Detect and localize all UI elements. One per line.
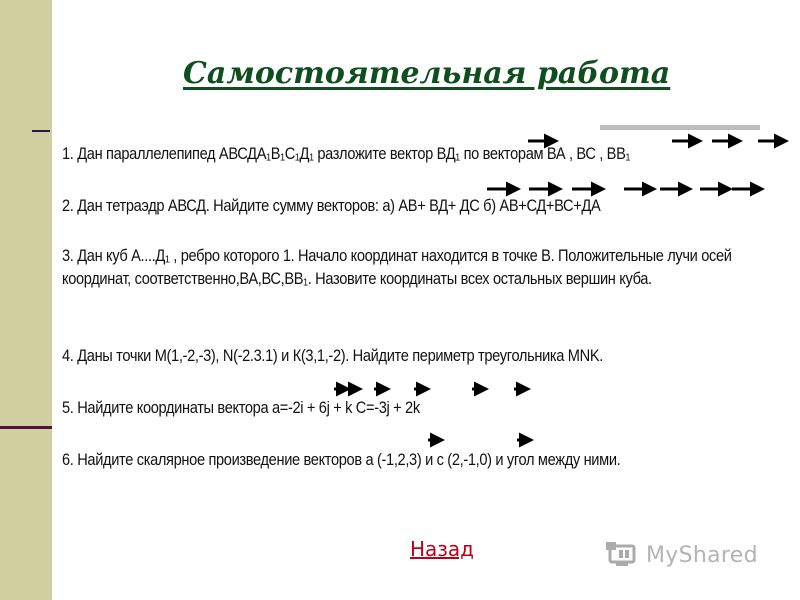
task-item-3: 3. Дан куб А....Д₁ , ребро которого 1. Начало координат находится в точке В. Положительные лучи осей координат, соответственно,ВА,ВС,ВВ₁. Назовите координаты всех остальных вершин куба. <box>62 246 732 288</box>
task-item-4: 4. Даны точки М(1,-2,-3), N(-2.3.1) и К(3,1,-2). Найдите периметр треугольника MNK. <box>62 346 603 365</box>
left-decor-dash-top <box>32 130 50 132</box>
task-item-1: 1. Дан параллелепипед АВСДА₁В₁С₁Д₁ разложите вектор ВД₁ по векторам ВА , ВС , ВВ₁ <box>62 144 631 163</box>
myshared-logo-text: MyShared <box>646 542 758 568</box>
task-item-6: 6. Найдите скалярное произведение векторов а (-1,2,3) и с (2,-1,0) и угол между ними. <box>62 450 621 469</box>
left-decor-dash-bottom <box>0 426 52 429</box>
myshared-logo-icon <box>606 540 640 570</box>
task-item-2: 2. Дан тетраэдр АВСД. Найдите сумму векторов: а) АВ+ ВД+ ДС б) АВ+СД+ВС+ДА <box>62 196 601 215</box>
decor-gray-line <box>600 125 760 130</box>
myshared-logo <box>606 538 758 572</box>
task-item-5: 5. Найдите координаты вектора а=-2i + 6j + k C=-3j + 2k <box>62 398 420 417</box>
back-link[interactable]: Назад <box>410 537 475 561</box>
slide-title: Самостоятельная работа <box>183 56 671 91</box>
left-decor-bar <box>0 0 52 600</box>
